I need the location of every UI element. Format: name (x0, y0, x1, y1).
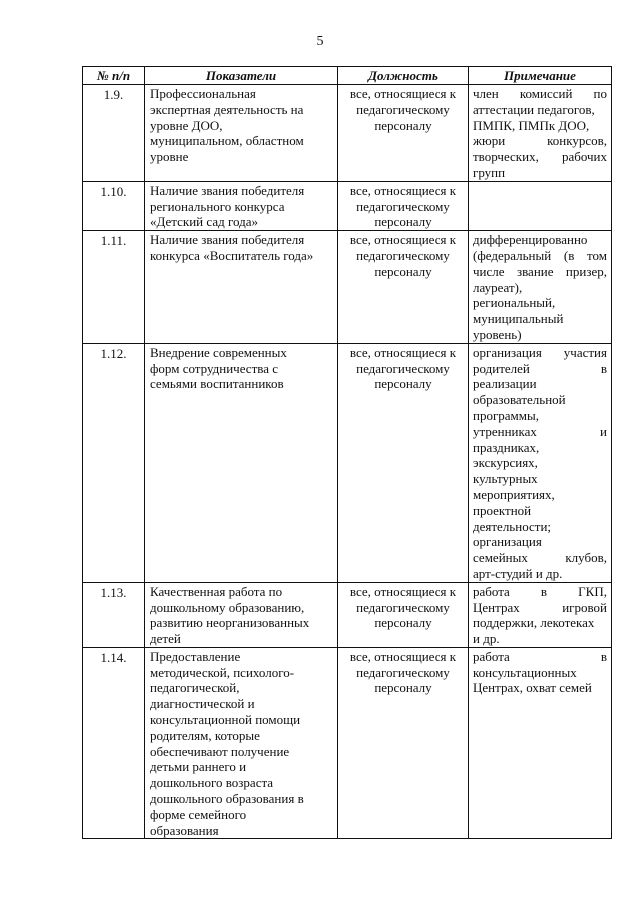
note-cell-line: ПМПК, ПМПк ДОО, (473, 117, 590, 133)
indicator-cell-line: Предоставление (150, 648, 241, 664)
row-number: 1.14. (83, 647, 145, 839)
note-cell-line: экскурсиях, (473, 455, 538, 471)
note-cell-line: групп (473, 164, 506, 180)
position-cell (338, 582, 469, 647)
position-cell-line: персоналу (374, 680, 432, 696)
indicator-cell-line: детей (150, 631, 181, 647)
note-cell-line: Центрах игровой (473, 599, 607, 615)
note-cell (469, 181, 612, 230)
note-cell (469, 231, 612, 344)
note-cell-line: работа в (473, 648, 607, 664)
note-cell-line: аттестации педагогов, (473, 101, 595, 117)
note-cell-line: проектной (473, 502, 532, 518)
indicator-cell-line: семьями воспитанников (150, 376, 284, 392)
table-row (83, 231, 612, 344)
position-cell-line: все, относящиеся к (349, 583, 457, 599)
note-cell-line: мероприятиях, (473, 486, 555, 502)
indicator-cell (145, 343, 338, 582)
note-cell-line: родителей в (473, 360, 607, 376)
position-cell-line: педагогическому (356, 599, 450, 615)
position-cell-line: персоналу (374, 376, 432, 392)
header-position: Должность (338, 67, 469, 85)
table-row (83, 343, 612, 582)
note-cell-line: дифференцированно (473, 232, 588, 248)
note-cell-line: образовательной (473, 392, 566, 408)
note-cell-line: арт-студий и др. (473, 565, 563, 581)
header-number: № п/п (83, 67, 145, 85)
indicator-cell-line: развитию неорганизованных (150, 615, 310, 631)
row-number: 1.11. (83, 231, 145, 344)
note-cell-line: (федеральный (в том (473, 247, 607, 263)
note-cell-line: культурных (473, 471, 538, 487)
note-cell-line: творческих, рабочих (473, 149, 607, 165)
indicator-cell (145, 647, 338, 839)
page-number: 5 (316, 34, 324, 49)
indicator-cell-line: экспертная деятельность на (150, 101, 304, 117)
note-cell-line: член комиссий по (473, 86, 607, 101)
indicators-table (82, 66, 612, 839)
indicator-cell (145, 582, 338, 647)
note-cell-line: работа в ГКП, (473, 583, 607, 599)
note-cell-line: поддержки, лекотеках (473, 615, 595, 631)
position-cell-line: все, относящиеся к (349, 344, 457, 360)
indicator-cell-line: диагностической и (150, 696, 255, 712)
row-number: 1.12. (83, 343, 145, 582)
indicator-cell-line: Наличие звания победителя (150, 232, 305, 248)
position-cell-line: все, относящиеся к (349, 648, 457, 664)
position-cell-line: все, относящиеся к (349, 182, 457, 198)
indicator-cell-line: методической, психолого- (150, 664, 295, 680)
position-cell-line: персоналу (374, 263, 432, 279)
indicator-cell-line: Качественная работа по (150, 583, 283, 599)
table-row (83, 85, 612, 182)
table-row (83, 181, 612, 230)
note-cell-line: утренниках и (473, 423, 607, 439)
indicator-cell-line: уровне (150, 149, 189, 165)
note-cell-line: деятельности; (473, 518, 552, 534)
position-cell-line: все, относящиеся к (349, 86, 457, 101)
note-cell-line: числе звание призер, (473, 263, 607, 279)
indicator-cell-line: дошкольного возраста (150, 775, 274, 791)
indicator-cell-line: Профессиональная (150, 86, 256, 101)
note-cell (469, 582, 612, 647)
note-cell (469, 343, 612, 582)
indicator-cell-line: муниципальном, областном (150, 133, 304, 149)
position-cell-line: педагогическому (356, 198, 450, 214)
indicator-cell-line: детьми раннего и (150, 759, 247, 775)
indicator-cell (145, 181, 338, 230)
note-cell-line: муниципальный (473, 311, 564, 327)
note-cell (469, 647, 612, 839)
note-cell-line: семейных клубов, (473, 550, 607, 566)
table-row (83, 647, 612, 839)
indicator-cell-line: образования (150, 822, 219, 838)
note-cell-line: праздниках, (473, 439, 540, 455)
indicator-cell-line: форм сотрудничества с (150, 360, 279, 376)
table-header-row (83, 67, 612, 85)
note-cell-line: жюри конкурсов, (473, 133, 607, 149)
indicator-cell-line: Внедрение современных (150, 344, 287, 360)
indicator-cell-line: конкурса «Воспитатель года» (150, 247, 314, 263)
position-cell-line: педагогическому (356, 664, 450, 680)
indicator-cell-line: обеспечивают получение (150, 743, 290, 759)
header-note: Примечание (469, 67, 612, 85)
note-cell-line: организация участия (473, 344, 607, 360)
note-cell-line: уровень) (473, 326, 522, 342)
position-cell-line: педагогическому (356, 360, 450, 376)
table-row (83, 582, 612, 647)
row-number: 1.13. (83, 582, 145, 647)
indicator-cell-line: дошкольному образованию, (150, 599, 305, 615)
header-indicators: Показатели (145, 67, 338, 85)
indicator-cell-line: родителям, которые (150, 727, 260, 743)
position-cell-line: персоналу (374, 615, 432, 631)
note-cell-line: Центрах, охват семей (473, 680, 592, 696)
note-cell-line: региональный, (473, 295, 556, 311)
position-cell (338, 647, 469, 839)
indicator-cell (145, 231, 338, 344)
indicator-cell-line: «Детский сад года» (150, 214, 258, 230)
position-cell-line: все, относящиеся к (349, 232, 457, 248)
indicator-cell-line: форме семейного (150, 806, 247, 822)
position-cell (338, 85, 469, 182)
note-cell-line: консультационных (473, 664, 577, 680)
note-cell-line: реализации (473, 376, 537, 392)
indicator-cell (145, 85, 338, 182)
indicator-cell-line: регионального конкурса (150, 198, 285, 214)
position-cell (338, 343, 469, 582)
position-cell-line: педагогическому (356, 247, 450, 263)
note-cell (469, 85, 612, 182)
indicator-cell-line: педагогической, (150, 680, 240, 696)
note-cell-line: и др. (473, 631, 500, 647)
indicator-cell-line: уровне ДОО, (150, 117, 223, 133)
position-cell-line: персоналу (374, 214, 432, 230)
position-cell-line: педагогическому (356, 101, 450, 117)
note-cell-line: лауреат), (473, 279, 523, 295)
row-number: 1.9. (83, 85, 145, 182)
position-cell-line: персоналу (374, 117, 432, 133)
note-cell-line: организация (473, 534, 542, 550)
row-number: 1.10. (83, 181, 145, 230)
indicator-cell-line: дошкольного образования в (150, 791, 304, 807)
position-cell (338, 181, 469, 230)
indicator-cell-line: консультационной помощи (150, 712, 301, 728)
note-cell-line: программы, (473, 407, 539, 423)
position-cell (338, 231, 469, 344)
indicator-cell-line: Наличие звания победителя (150, 182, 305, 198)
